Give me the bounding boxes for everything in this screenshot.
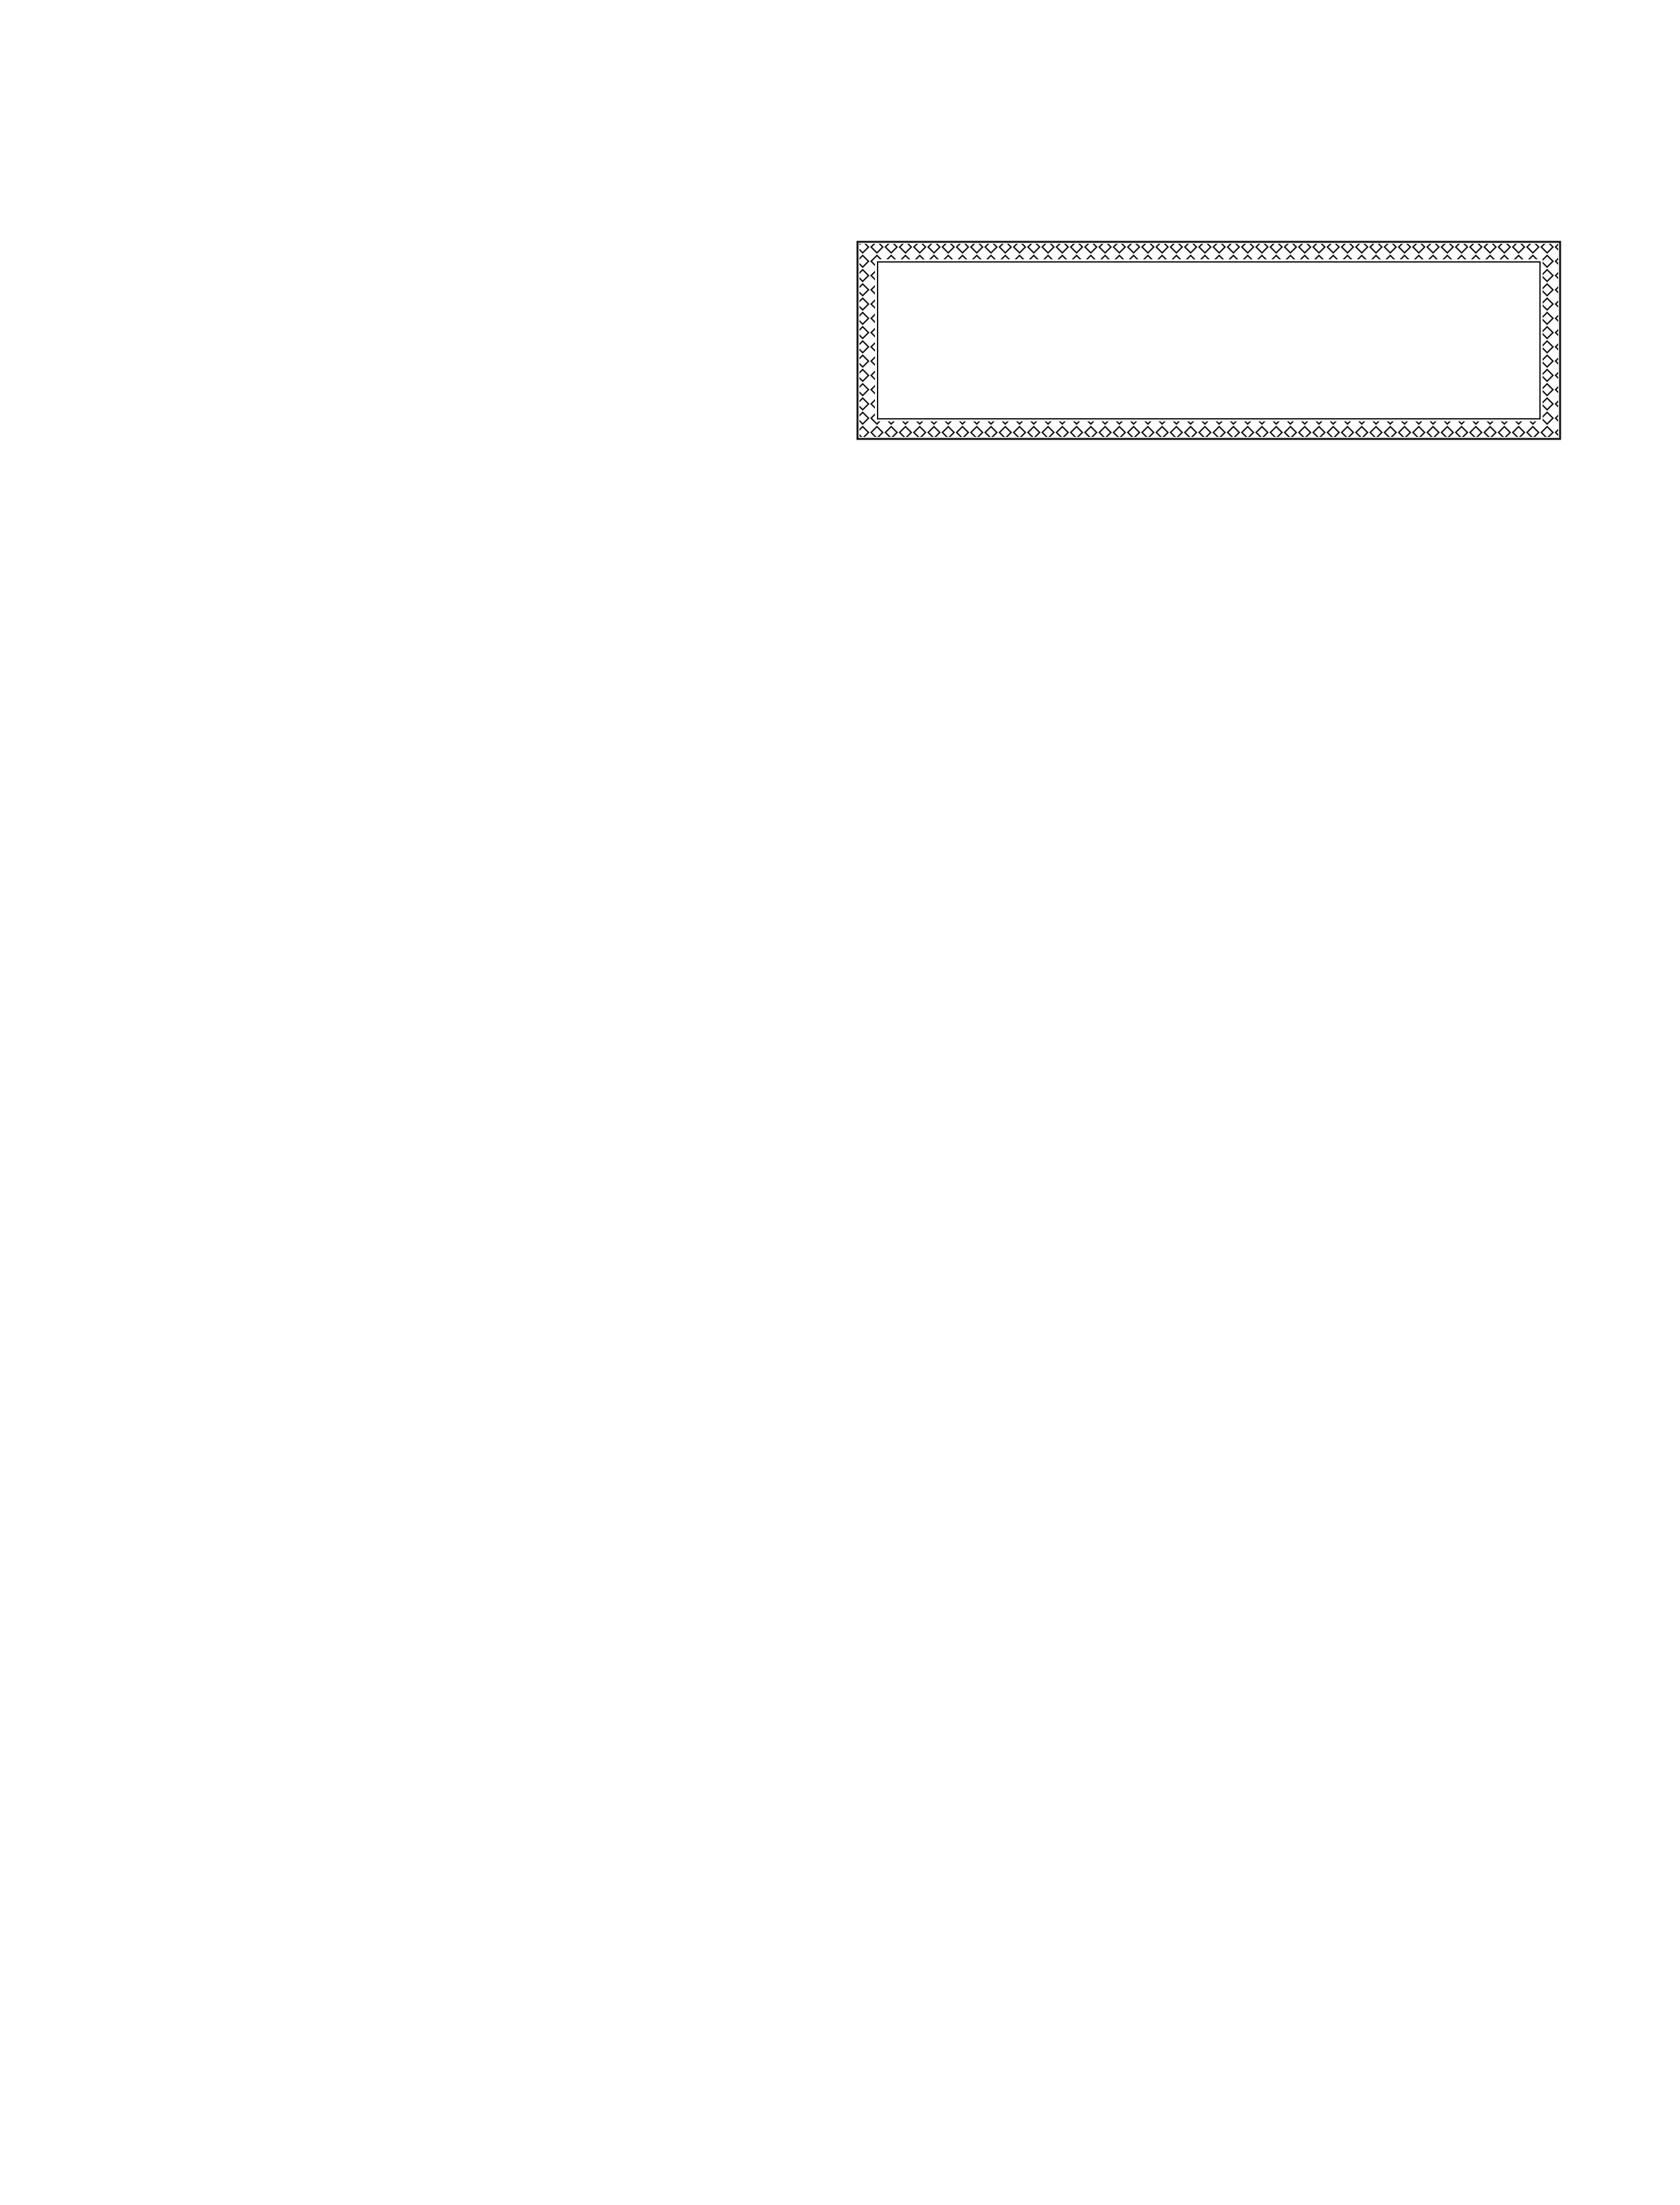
paragraph	[856, 473, 1562, 495]
right-column	[856, 139, 1562, 509]
article-body-continued	[152, 139, 859, 161]
article-heading-box	[856, 240, 1562, 441]
ornamental-border	[856, 240, 1562, 441]
left-column	[152, 139, 859, 175]
previous-article-body	[856, 139, 1562, 161]
author-signature	[856, 175, 1562, 214]
paragraph	[152, 139, 859, 161]
article-body-start	[856, 473, 1562, 495]
paragraph	[856, 139, 1562, 161]
page-number	[771, 2107, 909, 2159]
